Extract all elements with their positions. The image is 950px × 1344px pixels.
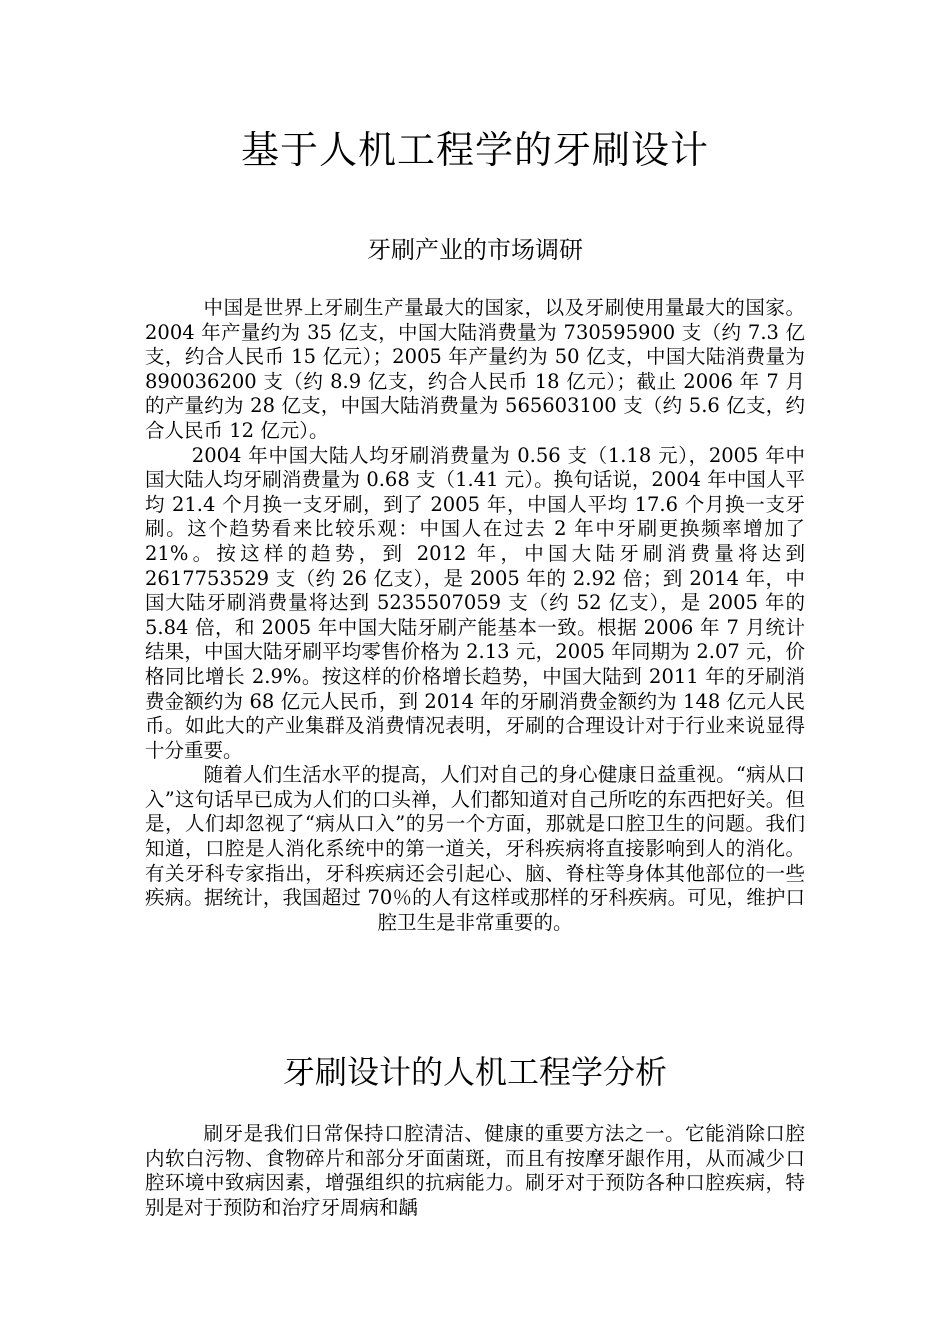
- paragraph-brushing-importance: 刷牙是我们日常保持口腔清洁、健康的重要方法之一。它能消除口腔内软白污物、食物碎片和部分牙面菌斑，而且有按摩牙龈作用，从而减少口腔环境中致病因素，增强组织的抗病能力。刷牙对于预防各种口腔疾病，特别是对于预防和治疗牙周病和龋: [145, 1122, 805, 1219]
- paragraph-oral-health: 随着人们生活水平的提高，人们对自己的身心健康日益重视。“病从口入”这句话早已成为人们的口头禅，人们都知道对自己所吃的东西把好关。但是，人们却忽视了“病从口入”的另一个方面，那就是口腔卫生的问题。我们知道，口腔是人消化系统中的第一道关，牙科疾病将直接影响到人的消化。有关牙科专家指出，牙科疾病还会引起心、脑、脊柱等身体其他部位的一些疾病。据统计，我国超过 70％的人有这样或那样的牙科疾病。可见，维护口腔卫生是非常重要的。: [145, 763, 805, 934]
- section-heading-market-research: 牙刷产业的市场调研: [367, 236, 583, 264]
- section-heading-ergonomics-analysis: 牙刷设计的人机工程学分析: [282, 1053, 667, 1091]
- paragraph-production-stats: 中国是世界上牙刷生产量最大的国家，以及牙刷使用量最大的国家。2004 年产量约为 35 亿支，中国大陆消费量为 730595900 支（约 7.3 亿支，约合人民币 15 亿元）；2005 年产量约为 50 亿支，中国大陆消费量为 890036200 支（约 8.9 亿支，约合人民币 18 亿元）；截止 2006 年 7 月的产量约为 28 亿支，中国大陆消费量为 565603100 支（约 5.6 亿支，约合人民币 12 亿元）。: [145, 296, 805, 442]
- section-body-market-research: [145, 296, 805, 935]
- paragraph-consumption-trend: 2004 年中国大陆人均牙刷消费量为 0.56 支（1.18 元），2005 年中国大陆人均牙刷消费量为 0.68 支（1.41 元）。换句话说，2004 年中国人平均 21.4 个月换一支牙刷，到了 2005 年，中国人平均 17.6 个月换一支牙刷。这个趋势看来比较乐观：中国人在过去 2 年中牙刷更换频率增加了 21%。按这样的趋势，到 2012 年，中国大陆牙刷消费量将达到 2617753529 支（约 26 亿支），是 2005 年的 2.92 倍；到 2014 年，中国大陆牙刷消费量将达到 5235507059 支（约 52 亿支），是 2005 年的 5.84 倍，和 2005 年中国大陆牙刷产能基本一致。根据 2006 年 7 月统计结果，中国大陆牙刷平均零售价格为 2.13 元，2005 年同期为 2.07 元，价格同比增长 2.9%。按这样的价格增长趋势，中国大陆到 2011 年的牙刷消费金额约为 68 亿元人民币，到 2014 年的牙刷消费金额约为 148 亿元人民币。如此大的产业集群及消费情况表明，牙刷的合理设计对于行业来说显得十分重要。: [145, 443, 805, 762]
- document-title: 基于人机工程学的牙刷设计: [240, 128, 709, 172]
- section-body-ergonomics-analysis: [145, 1122, 805, 1220]
